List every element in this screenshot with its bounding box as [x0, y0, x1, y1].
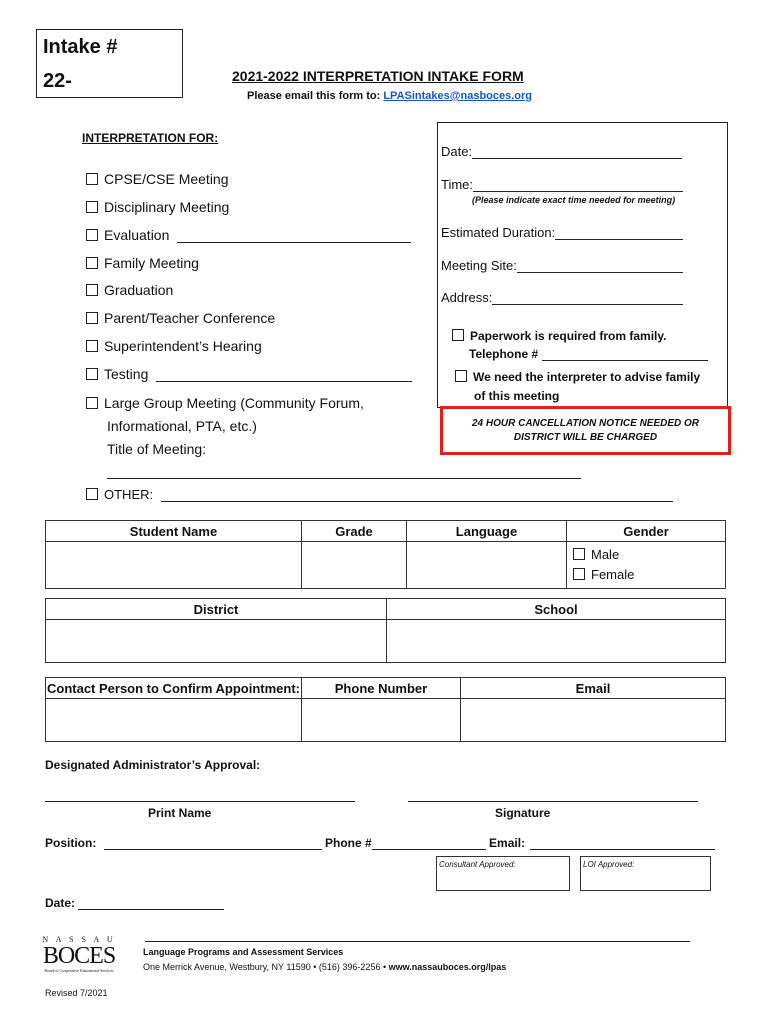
form-title: 2021-2022 INTERPRETATION INTAKE FORM: [232, 68, 524, 84]
approval-date-row: [45, 896, 224, 910]
footer-address-row: [143, 962, 506, 972]
position-label: Position:: [45, 836, 97, 850]
time-row: [441, 177, 683, 192]
advise-option[interactable]: [455, 370, 700, 384]
checkbox[interactable]: [86, 257, 98, 269]
site-row: [441, 258, 683, 273]
contact-person-cell[interactable]: [46, 699, 302, 742]
option-label: Graduation: [104, 282, 174, 298]
boces-logo: [38, 935, 120, 973]
cancellation-notice: [440, 406, 731, 455]
date-label: Date:: [441, 144, 473, 159]
address-label: Address:: [441, 290, 493, 305]
duration-row: [441, 225, 683, 240]
checkbox[interactable]: [573, 568, 585, 580]
testing-field[interactable]: [156, 367, 412, 382]
header-grade: Grade: [302, 521, 407, 542]
header-language: Language: [407, 521, 567, 542]
telephone-row: [469, 347, 708, 361]
checkbox[interactable]: [86, 229, 98, 241]
checkbox[interactable]: [86, 488, 98, 500]
paperwork-label: Paperwork is required from family.: [470, 329, 667, 343]
print-name-field[interactable]: [45, 801, 355, 802]
telephone-label: Telephone #: [469, 347, 539, 361]
intake-label: Intake #: [43, 36, 118, 58]
date-row: [441, 144, 682, 159]
checkbox[interactable]: [573, 548, 585, 560]
consultant-approved-label: Consultant Approved:: [439, 860, 516, 869]
checkbox[interactable]: [86, 312, 98, 324]
print-name-label: Print Name: [148, 806, 212, 820]
large-group-line2: Informational, PTA, etc.): [107, 418, 257, 434]
position-row: [45, 836, 715, 850]
header-district: District: [46, 599, 387, 620]
logo-main-text: BOCES: [42, 943, 116, 969]
option-label: Testing: [104, 366, 149, 382]
header-school: School: [387, 599, 726, 620]
checkbox[interactable]: [455, 370, 467, 382]
revised-date: Revised 7/2021: [45, 988, 108, 998]
option-label: Disciplinary Meeting: [104, 199, 230, 215]
phone-field[interactable]: [372, 837, 486, 850]
option-label: Large Group Meeting (Community Forum,: [104, 395, 364, 411]
title-of-meeting-field[interactable]: [107, 478, 581, 479]
signature-label: Signature: [495, 806, 551, 820]
logo-top-text: N A S S A U: [42, 935, 116, 944]
header-student-name: Student Name: [46, 521, 302, 542]
intake-number[interactable]: 22-: [43, 70, 72, 92]
email-link[interactable]: LPASintakes@nasboces.org: [383, 90, 533, 102]
student-table: [45, 520, 726, 589]
site-field[interactable]: [517, 259, 683, 273]
paperwork-option[interactable]: [452, 329, 667, 343]
advise-label: We need the interpreter to advise family: [473, 370, 701, 384]
approval-date-field[interactable]: [78, 897, 224, 910]
time-note: (Please indicate exact time needed for meeting): [472, 195, 676, 205]
option-cpse[interactable]: [86, 171, 229, 187]
time-field[interactable]: [473, 178, 683, 192]
student-name-cell[interactable]: [46, 542, 302, 589]
footer-org: Language Programs and Assessment Services: [143, 947, 344, 957]
duration-label: Estimated Duration:: [441, 225, 556, 240]
interpretation-heading: INTERPRETATION FOR:: [82, 131, 219, 145]
phone-number-cell[interactable]: [302, 699, 461, 742]
notice-line2: DISTRICT WILL BE CHARGED: [513, 432, 658, 443]
option-superintendent[interactable]: [86, 338, 262, 354]
address-field[interactable]: [492, 291, 683, 305]
option-evaluation[interactable]: [86, 227, 411, 243]
header-email: Email: [461, 678, 726, 699]
checkbox[interactable]: [452, 329, 464, 341]
email-prompt: Please email this form to:: [247, 90, 381, 102]
duration-field[interactable]: [555, 226, 683, 240]
grade-cell[interactable]: [302, 542, 407, 589]
checkbox[interactable]: [86, 340, 98, 352]
loi-approved-label: LOI Approved:: [583, 860, 635, 869]
other-field[interactable]: [161, 488, 673, 502]
header-phone-number: Phone Number: [302, 678, 461, 699]
evaluation-field[interactable]: [177, 228, 411, 243]
option-family[interactable]: [86, 255, 199, 271]
intake-box: [36, 29, 183, 98]
option-large-group[interactable]: [86, 395, 364, 411]
header-gender: Gender: [567, 521, 726, 542]
consultant-approved-box[interactable]: [436, 856, 570, 891]
time-label: Time:: [441, 177, 474, 192]
approval-email-field[interactable]: [530, 837, 715, 850]
footer-address: One Merrick Avenue, Westbury, NY 11590 • (516) 396-2256 •: [143, 962, 389, 972]
site-label: Meeting Site:: [441, 258, 517, 273]
email-instruction: [247, 90, 532, 102]
checkbox[interactable]: [86, 284, 98, 296]
checkbox[interactable]: [86, 397, 98, 409]
footer-rule: [145, 941, 690, 942]
advise-line2: of this meeting: [474, 389, 560, 403]
district-cell[interactable]: [46, 620, 387, 663]
gender-label: Male: [591, 547, 620, 562]
option-label: Superintendent’s Hearing: [104, 338, 262, 354]
checkbox[interactable]: [86, 173, 98, 185]
option-label: Evaluation: [104, 227, 170, 243]
title-of-meeting-label: Title of Meeting:: [107, 441, 207, 457]
loi-approved-box[interactable]: [580, 856, 711, 891]
footer-website[interactable]: www.nassauboces.org/lpas: [388, 962, 507, 972]
header-contact-person: Contact Person to Confirm Appointment:: [46, 678, 302, 699]
logo-sub-text: Board of Cooperative Educational Services: [44, 968, 114, 973]
phone-label: Phone #: [325, 836, 372, 850]
language-cell[interactable]: [407, 542, 567, 589]
approval-heading: Designated Administrator’s Approval:: [45, 758, 261, 772]
date-field[interactable]: [472, 145, 682, 159]
address-row: [441, 290, 683, 305]
option-other[interactable]: [86, 487, 673, 502]
signature-field[interactable]: [408, 801, 698, 802]
notice-line1: 24 HOUR CANCELLATION NOTICE NEEDED OR: [471, 418, 700, 429]
email-cell[interactable]: [461, 699, 726, 742]
option-label: Parent/Teacher Conference: [104, 310, 276, 326]
school-cell[interactable]: [387, 620, 726, 663]
contact-table: [45, 677, 726, 742]
checkbox[interactable]: [86, 368, 98, 380]
option-label: CPSE/CSE Meeting: [104, 171, 229, 187]
option-parent-teacher[interactable]: [86, 310, 275, 326]
option-graduation[interactable]: [86, 282, 173, 298]
gender-male[interactable]: [573, 545, 719, 565]
gender-female[interactable]: [573, 565, 719, 585]
approval-date-label: Date:: [45, 896, 76, 910]
option-testing[interactable]: [86, 366, 412, 382]
option-disciplinary[interactable]: [86, 199, 229, 215]
approval-email-label: Email:: [489, 836, 526, 850]
gender-cell: [567, 542, 726, 589]
position-field[interactable]: [104, 837, 322, 850]
checkbox[interactable]: [86, 201, 98, 213]
option-label: OTHER:: [104, 487, 154, 502]
district-table: [45, 598, 726, 663]
option-label: Family Meeting: [104, 255, 199, 271]
telephone-field[interactable]: [542, 348, 708, 361]
gender-label: Female: [591, 567, 635, 582]
